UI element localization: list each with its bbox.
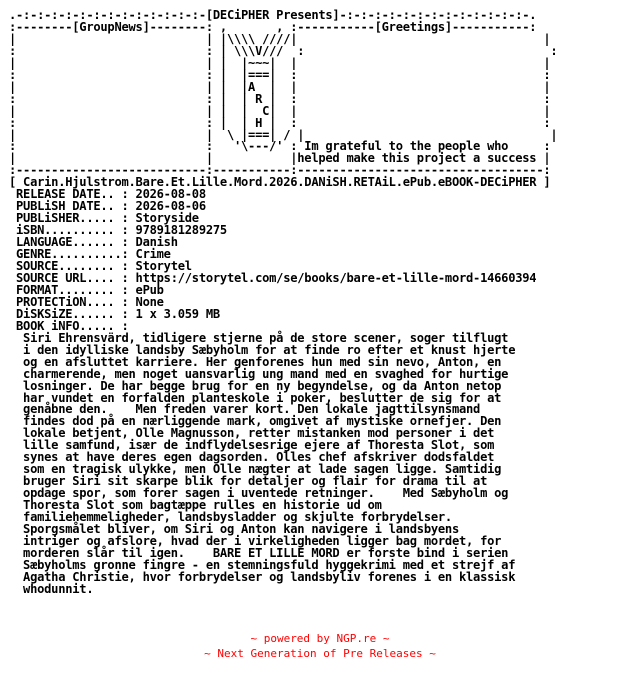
nfo-line: PUBLiSH DATE.. : 2026-08-06 bbox=[9, 199, 206, 214]
nfo-line: losninger. De har begge brug for en ny begyndelse, og da Anton netop bbox=[9, 378, 502, 393]
nfo-line: FORMAT........ : ePub bbox=[9, 282, 164, 297]
nfo-line: lokale betjent, Olle Magnusson, retter mistanken mod personer i det bbox=[9, 426, 495, 441]
nfo-line: SOURCE URL.... : https://storytel.com/se/books/bare-et-lille-mord-14660394 bbox=[9, 270, 537, 285]
nfo-line: morderen slår til igen. BARE ET LILLE MORD er forste bind i serien bbox=[9, 545, 509, 560]
nfo-line: LANGUAGE...... : Danish bbox=[9, 235, 178, 250]
nfo-line: Siri Ehrensvärd, tidligere stjerne på de store scener, soger tilflugt bbox=[9, 330, 509, 345]
powered-by-link[interactable]: ~ powered by NGP.re ~ bbox=[250, 632, 390, 645]
nfo-line: som en tragisk ulykke, men Olle nægter at lade sagen ligge. Samtidig bbox=[9, 462, 502, 477]
nfo-line: [ Carin.Hjulstrom.Bare.Et.Lille.Mord.2026.DANiSH.RETAiL.ePub.eBOOK-DECiPHER ] bbox=[9, 175, 551, 190]
nfo-line: :--------[GroupNews]--------: , , :-----------[Greetings]-----------: bbox=[9, 19, 537, 34]
nfo-line: : : '\---/' : Im grateful to the people who : bbox=[9, 139, 551, 154]
nfo-line: familiehemmeligheder, landsbysladder og skjulte forbrydelser. bbox=[9, 510, 452, 525]
nfo-line: | | |helped make this project a success | bbox=[9, 151, 551, 166]
nfo-line: findes dod på en nærliggende mark, omgivet af mystiske ornefjer. Den bbox=[9, 414, 502, 429]
nfo-line: PUBLiSHER..... : Storyside bbox=[9, 211, 199, 226]
nfo-line: DiSKSiZE...... : 1 x 3.059 MB bbox=[9, 306, 220, 321]
nfo-line: charmerende, men noget uansvarlig ung mand med en svaghed for hurtige bbox=[9, 366, 509, 381]
nfo-line: Thoresta Slot som bagtæppe rulles en historie ud om bbox=[9, 498, 382, 513]
nfo-line: .-:-:-:-:-:-:-:-:-:-:-:-:-:-[DECiPHER Presents]-:-:-:-:-:-:-:-:-:-:-:-:-:-. bbox=[9, 8, 537, 22]
nfo-line: lille samfund, især de indflydelsesrige ejere af Thoresta Slot, som bbox=[9, 438, 495, 453]
nfo-text bbox=[9, 10, 557, 596]
nfo-line: opdage spor, som forer sagen i uventede retninger. Med Sæbyholm og bbox=[9, 486, 509, 501]
nfo-line: :---------------------------:-----------:-----------------------------------: bbox=[9, 163, 551, 178]
nfo-line: | | | | C| | | bbox=[9, 103, 551, 118]
nfo-line: RELEASE DATE.. : 2026-08-08 bbox=[9, 187, 206, 202]
nfo-line: PROTECTiON.... : None bbox=[9, 294, 164, 309]
nfo-line: | | |\\\\ ////| | bbox=[9, 31, 551, 46]
nfo-line: iSBN.......... : 9789181289275 bbox=[9, 223, 227, 238]
nfo-line: i den idylliske landsby Sæbyholm for at finde ro efter et knust hjerte bbox=[9, 342, 516, 357]
nfo-line: bruger Siri sit skarpe blik for detaljer og flair for drama til at bbox=[9, 474, 488, 489]
nfo-line: Sæbyholms gronne fingre - en stemningsfuld hyggekrimi med et strejf af bbox=[9, 557, 516, 572]
nfo-line: Agatha Christie, hvor forbrydelser og landsbyliv forenes i en klassisk bbox=[9, 569, 516, 584]
nfo-line: | | | |~~~| | | bbox=[9, 55, 551, 70]
nfo-line: og en afsluttet karriere. Her genforenes hun med sin nevo, Anton, en bbox=[9, 354, 502, 369]
nfo-line: | | \ |===| / | | bbox=[9, 127, 558, 142]
nfo-line: genåbne den. Men freden varer kort. Den lokale jagttilsynsmand bbox=[9, 402, 481, 417]
nfo-line: BOOK iNFO..... : bbox=[9, 318, 129, 333]
nfo-line: GENRE..........: Crime bbox=[9, 247, 171, 262]
nfo-line: | | | |A | | | bbox=[9, 79, 551, 94]
nfo-line: : : | \\\V/// : : bbox=[9, 43, 558, 58]
nfo-line: intriger og afslore, hvad der i virkeligheden ligger bag mordet, for bbox=[9, 533, 502, 548]
nfo-line: : : | | R | : : bbox=[9, 91, 551, 106]
nfo-line: : : | | H | : : bbox=[9, 115, 551, 130]
nfo-line: har vundet en forfalden planteskole i poker, beslutter de sig for at bbox=[9, 390, 502, 405]
nfo-line: whodunnit. bbox=[9, 581, 94, 596]
footer bbox=[0, 631, 640, 661]
nfo-line: SOURCE........ : Storytel bbox=[9, 259, 192, 274]
tagline-link[interactable]: ~ Next Generation of Pre Releases ~ bbox=[204, 647, 436, 660]
nfo-line: Sporgsmålet bliver, om Siri og Anton kan navigere i landsbyens bbox=[9, 521, 459, 536]
nfo-line: : : | |===| : : bbox=[9, 67, 551, 82]
nfo-line: synes at have deres egen dagsorden. Olles chef afskriver dodsfaldet bbox=[9, 450, 495, 465]
